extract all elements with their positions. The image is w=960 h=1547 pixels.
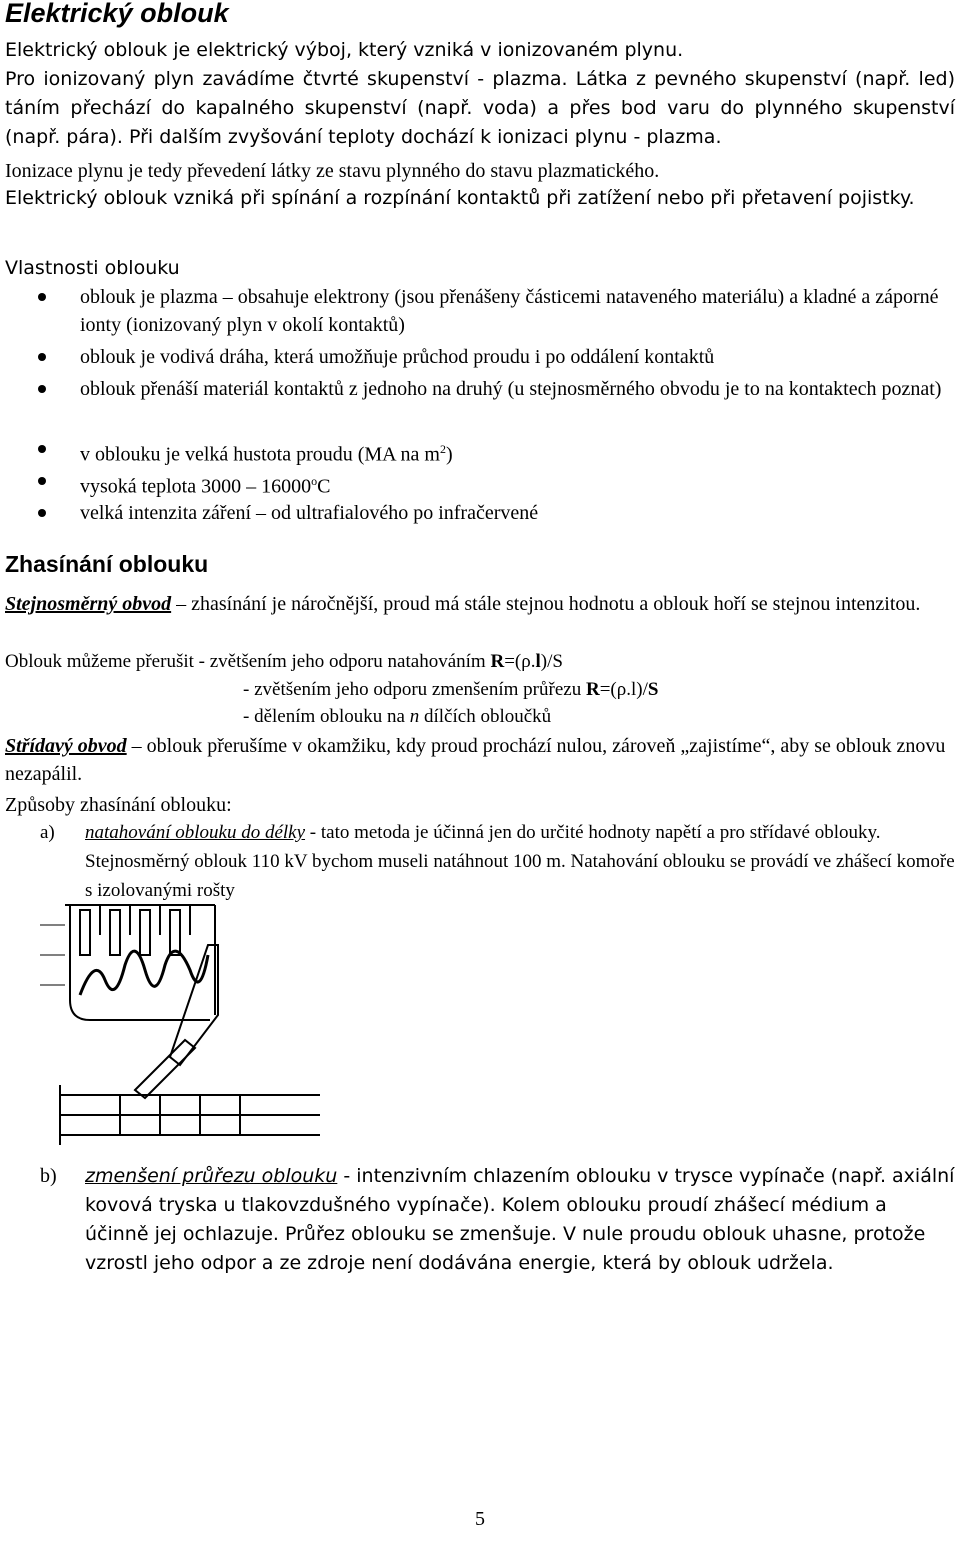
method-a-text: natahování oblouku do délky - tato metoda je účinná jen do určité hodnoty napětí a pro střídavé oblouky. Stejnosměrný oblouk 110 kV bychom museli natáhnout 100 m. Natahování oblouku se provádí ve zhášecí komoře s izolovanými rošty (85, 822, 955, 901)
bullet-icon (38, 353, 46, 361)
intro-paragraph-2: Pro ionizovaný plyn zavádíme čtvrté skupenství - plazma. Látka z pevného skupenství (např. led) táním přechází do kapalného skupenství (např. voda) a přes bod varu do plynného skupenství (např. pára). Při dalším zvyšování teploty dochází k ionizaci plynu - plazma. (5, 68, 955, 148)
bullet-icon (38, 445, 46, 453)
interrupt-line-2: - zvětšením jeho odporu zmenšením průřezu R=(ρ.l)/S (243, 679, 659, 700)
page-number: 5 (475, 1508, 485, 1530)
arc-chute-figure (40, 895, 340, 1157)
properties-heading: Vlastnosti oblouku (5, 257, 180, 279)
dc-paragraph: Stejnosměrný obvod – zhasínání je náročnější, proud má stále stejnou hodnotu a oblouk hoří se stejnou intenzitou. (5, 593, 921, 615)
page-title: Elektrický oblouk (5, 0, 229, 28)
intro-paragraph-1: Elektrický oblouk je elektrický výboj, který vzniká v ionizovaném plynu. (5, 39, 684, 61)
bullet-icon (38, 509, 46, 517)
bullet-icon (38, 477, 46, 485)
interrupt-line-1: Oblouk můžeme přerušit - zvětšením jeho odporu natahováním R=(ρ.l)/S (5, 651, 563, 672)
bullet-icon (38, 385, 46, 393)
section-heading: Zhasínání oblouku (5, 551, 209, 577)
properties-list (0, 283, 950, 531)
list-item: v oblouku je velká hustota proudu (MA na $m^2$) (0, 435, 950, 467)
list-item: oblouk přenáší materiál kontaktů z jednoho na druhý (u stejnosměrného obvodu je to na kontaktech poznat) (0, 375, 950, 435)
intro-paragraph-4: Elektrický oblouk vzniká při spínání a rozpínání kontaktů při zatížení nebo při přetavení pojistky. (5, 187, 915, 209)
ac-paragraph: Střídavý obvod – oblouk přerušíme v okamžiku, kdy proud prochází nulou, zároveň „zajistíme“, aby se oblouk znovu nezapálil. (5, 735, 946, 785)
list-item: oblouk je plazma – obsahuje elektrony (jsou přenášeny částicemi nataveného materiálu) a kladné a záporné ionty (ionizovaný plyn v okolí kontaktů) (0, 283, 950, 343)
intro-paragraph-3: Ionizace plynu je tedy převedení látky ze stavu plynného do stavu plazmatického. (5, 160, 660, 182)
method-b (0, 1162, 960, 1312)
list-item: velká intenzita záření – od ultrafialového po infračervené (0, 499, 950, 531)
interrupt-line-3: - dělením oblouku na n dílčích obloučků (243, 706, 552, 727)
method-a-label: a) (40, 822, 55, 843)
list-item: oblouk je vodivá dráha, která umožňuje průchod proudu i po oddálení kontaktů (0, 343, 950, 375)
method-a (0, 818, 960, 901)
bullet-icon (38, 293, 46, 301)
list-item: vysoká teplota 3000 – 16000$^o$C (0, 467, 950, 499)
methods-heading: Způsoby zhasínání oblouku: (5, 794, 232, 816)
method-b-text: zmenšení průřezu oblouku - intenzivním chlazením oblouku v trysce vypínače (např. axiální kovová tryska u tlakovzdušného vypínače). Kolem oblouku proudí zhášecí médium a účinně jej ochlazuje. Průřez oblouku se zmenšuje. V nule proudu oblouk uhasne, protože vzrostl jeho odpor a ze zdroje není dodávána energie, která by oblouk udržela. (85, 1165, 955, 1274)
method-b-label: b) (40, 1165, 57, 1187)
